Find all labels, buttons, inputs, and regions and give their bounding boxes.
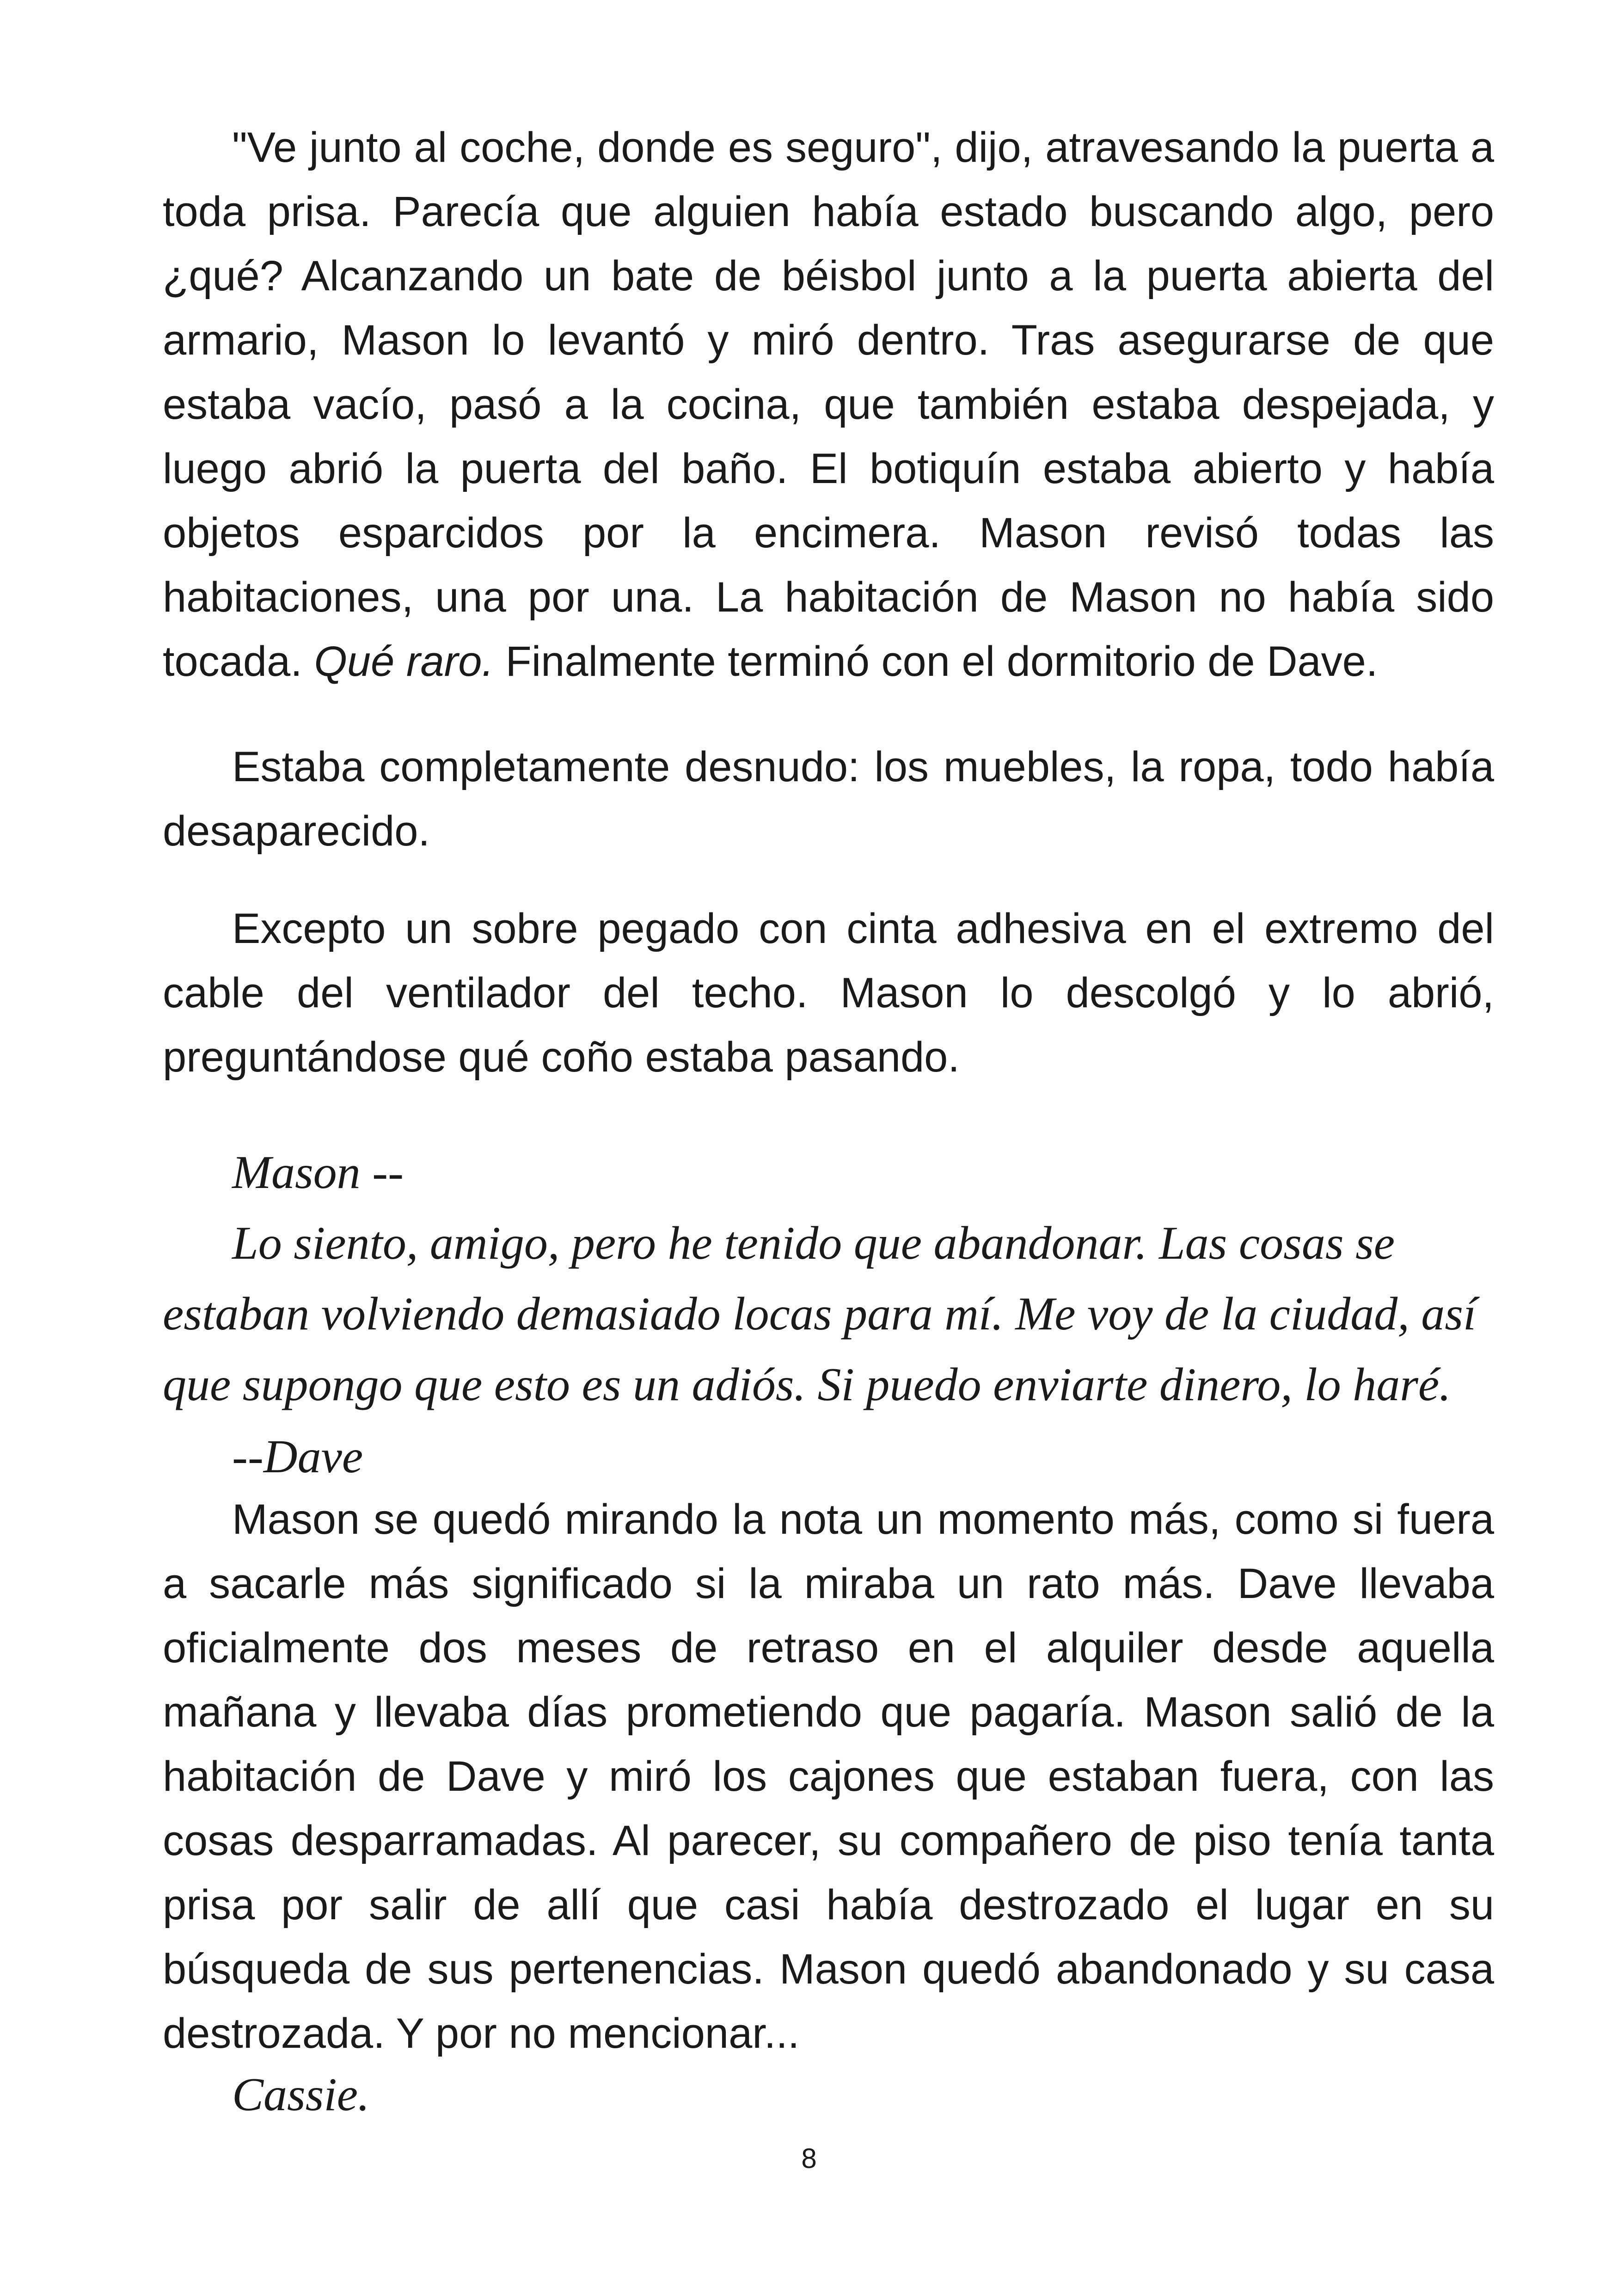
paragraph-3-text: Excepto un sobre pegado con cinta adhesiva en el extremo del cable del ventilador del techo. Mason lo descolgó y lo abrió, preguntándose qué coño estaba pasando. xyxy=(163,905,1494,1081)
letter-body xyxy=(163,1208,1494,1420)
paragraph-2-text: Estaba completamente desnudo: los muebles, la ropa, todo había desaparecido. xyxy=(163,743,1494,855)
paragraph-1 xyxy=(163,116,1494,694)
closing-line: Cassie. xyxy=(232,2069,370,2121)
paragraph-1-text-a: "Ve junto al coche, donde es seguro", dijo, atravesando la puerta a toda prisa. Parecía que alguien había estado buscando algo, pero ¿qué? Alcanzando un bate de béisbol junto a la puerta abierta del armario, Mason lo levantó y miró dentro. Tras asegurarse de que estaba vacío, pasó a la cocina, que también estaba despejada, y luego abrió la puerta del baño. El botiquín estaba abierto y había objetos esparcidos por la encimera. Mason revisó todas las habitaciones, una por una. La habitación de Mason no había sido tocada. xyxy=(163,124,1494,685)
letter-signature: --Dave xyxy=(232,1431,363,1483)
paragraph-1-italic: Qué raro. xyxy=(314,638,494,685)
paragraph-1-text-b: Finalmente terminó con el dormitorio de Dave. xyxy=(493,638,1378,685)
letter-salutation: Mason -- xyxy=(232,1146,404,1199)
page-number: 8 xyxy=(801,2143,817,2174)
paragraph-4-text: Mason se quedó mirando la nota un momento más, como si fuera a sacarle más significado si la miraba un rato más. Dave llevaba oficialmente dos meses de retraso en el alquiler desde aquella mañana y llevaba días prometiendo que pagaría. Mason salió de la habitación de Dave y miró los cajones que estaban fuera, con las cosas desparramadas. Al parecer, su compañero de piso tenía tanta prisa por salir de allí que casi había destrozado el lugar en su búsqueda de sus pertenencias. Mason quedó abandonado y su casa destrozada. Y por no mencionar... xyxy=(163,1496,1494,2057)
letter-body-text: Lo siento, amigo, pero he tenido que abandonar. Las cosas se estaban volviendo demasiado locas para mí. Me voy de la ciudad, así que supongo que esto es un adiós. Si puedo enviarte dinero, lo haré. xyxy=(163,1217,1477,1411)
paragraph-2 xyxy=(163,735,1494,863)
paragraph-3 xyxy=(163,897,1494,1090)
paragraph-4 xyxy=(163,1488,1494,2066)
